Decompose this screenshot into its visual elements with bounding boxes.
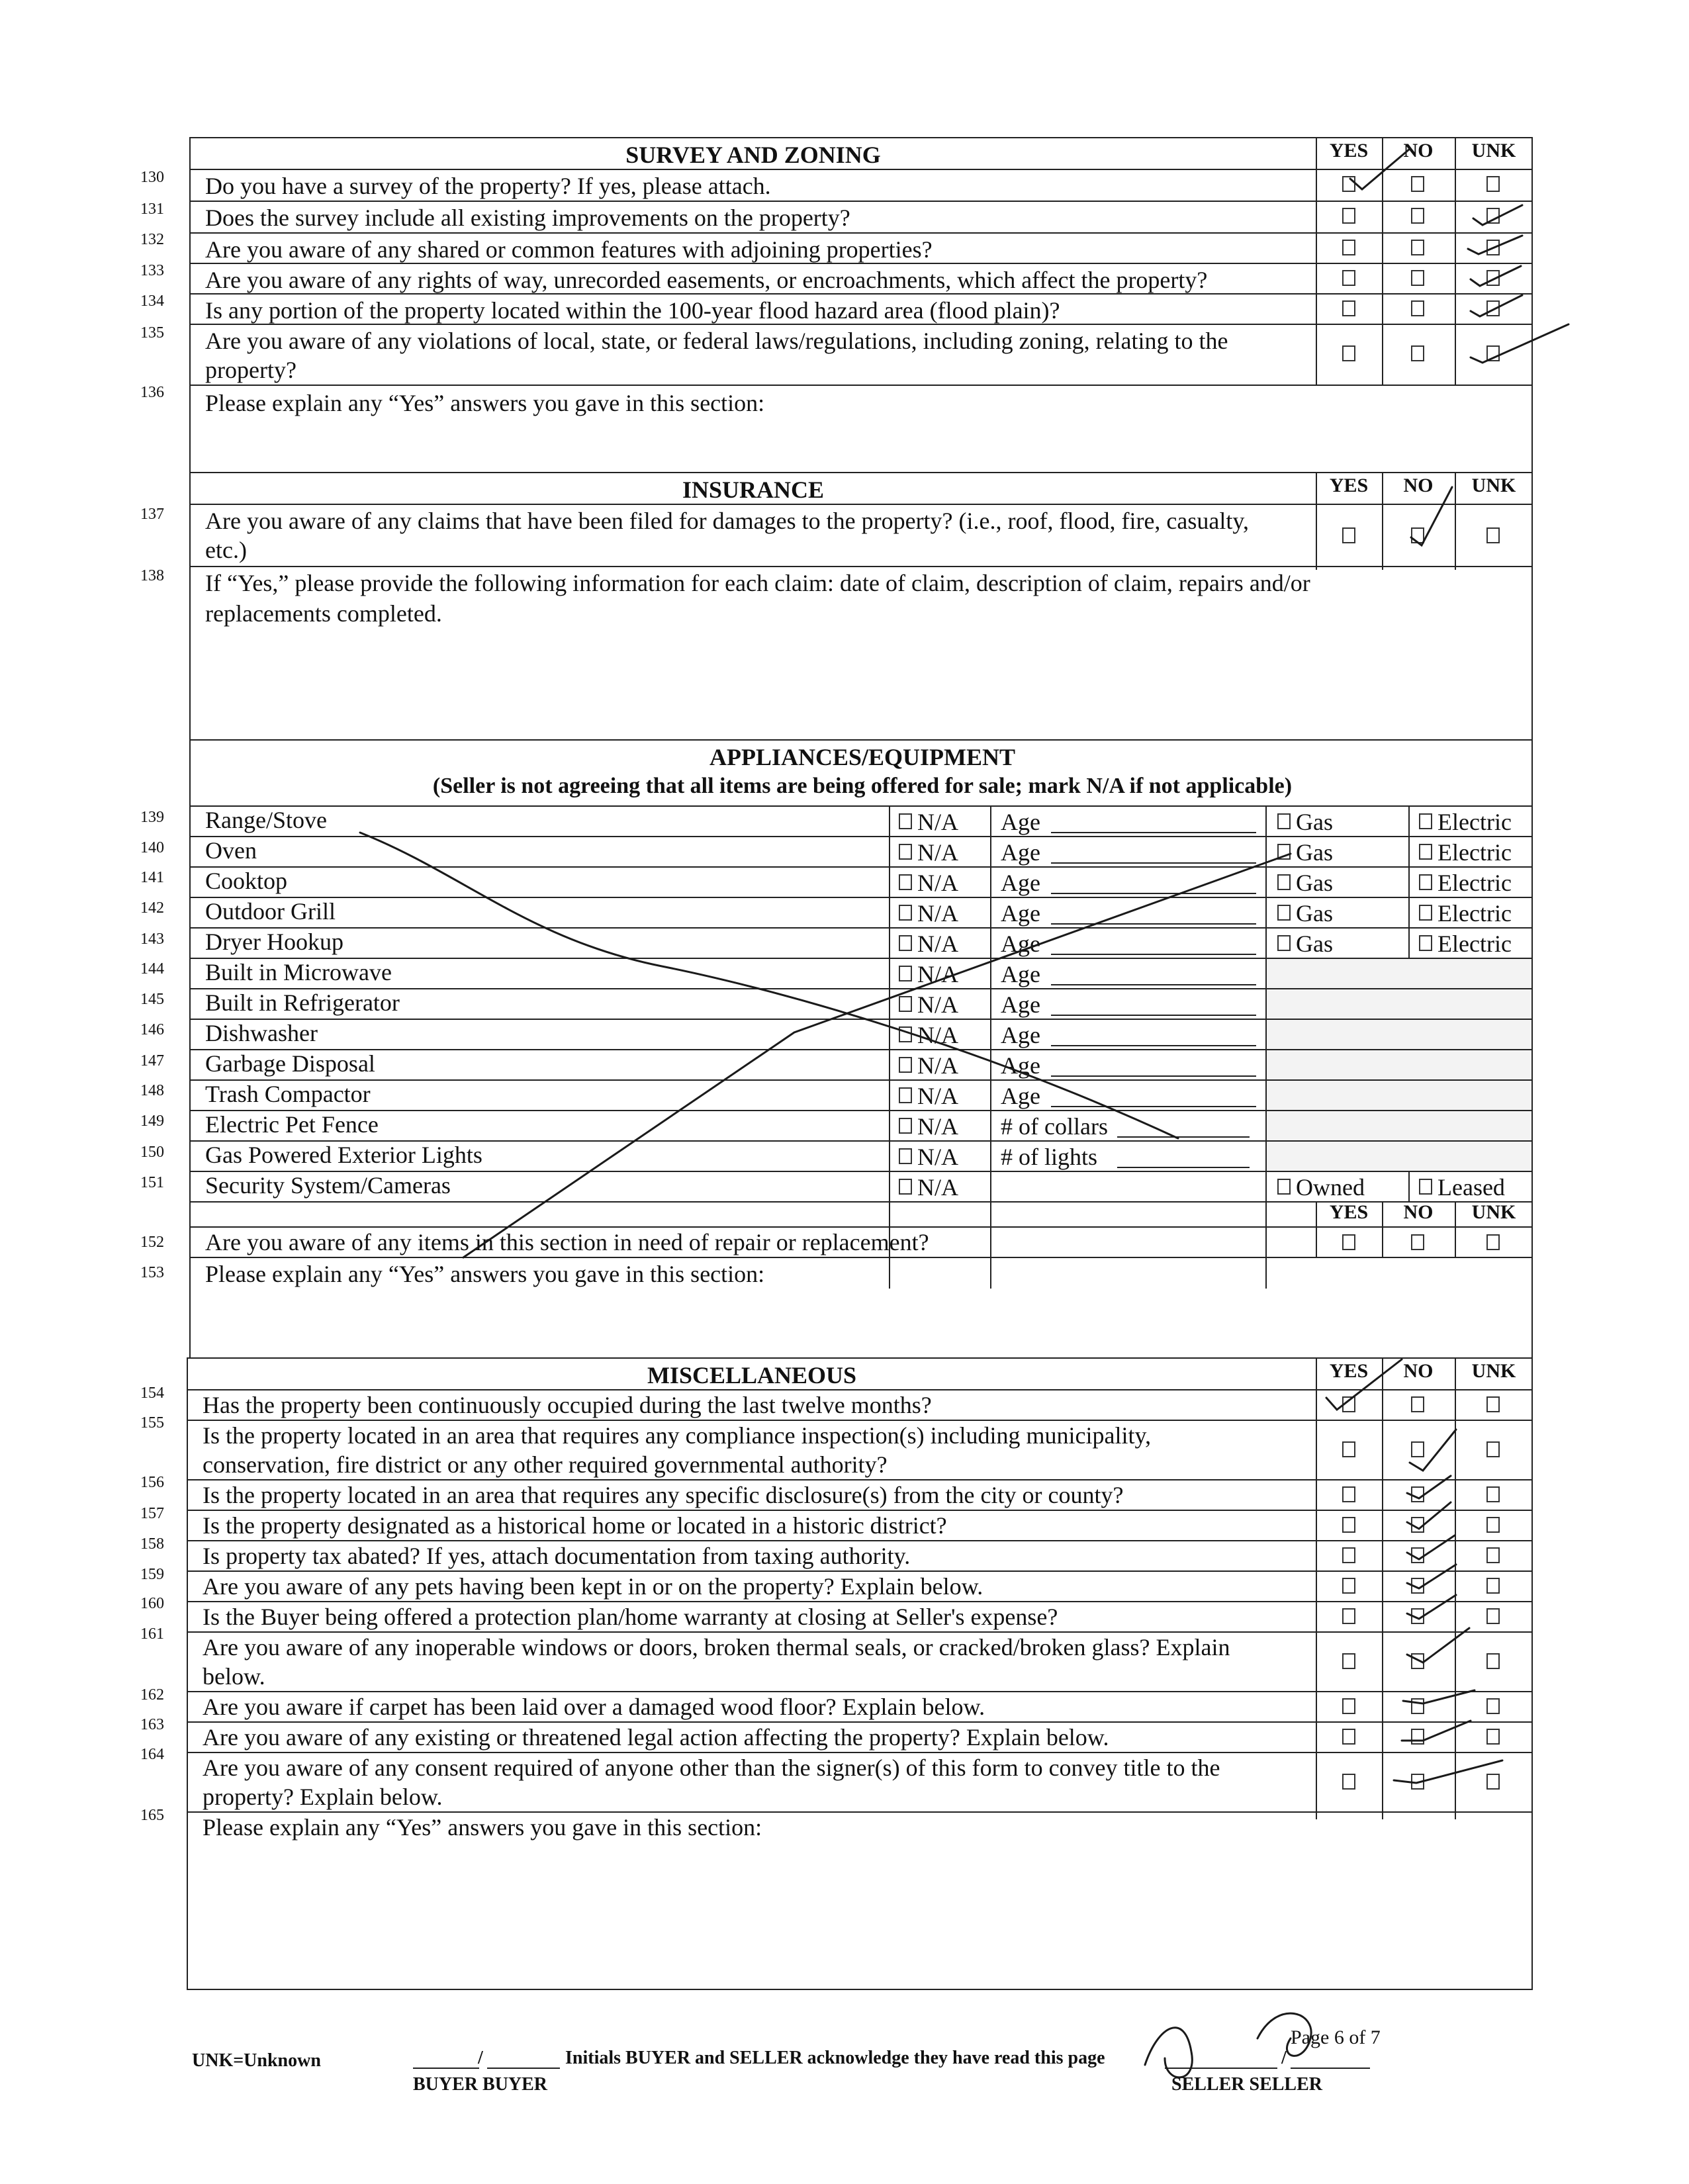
footer-unk: UNK=Unknown bbox=[192, 2050, 321, 2071]
appliance-na-label: N/A bbox=[917, 1113, 958, 1140]
appliance-item-11: Gas Powered Exterior Lights bbox=[205, 1142, 482, 1168]
appliance-age-label: Age bbox=[1001, 1083, 1040, 1109]
appliance-electric-label: Electric bbox=[1438, 839, 1512, 866]
line-number: 143 bbox=[140, 931, 164, 948]
appliance-gas-label: Gas bbox=[1296, 839, 1333, 866]
appliance-item-0: Range/Stove bbox=[205, 807, 327, 833]
appliance-item-8: Garbage Disposal bbox=[205, 1050, 375, 1077]
line-number: 135 bbox=[140, 324, 164, 341]
appliance-item-1: Oven bbox=[205, 837, 257, 864]
appliances-col-yes: YES bbox=[1329, 1201, 1369, 1223]
appliance-item-7: Dishwasher bbox=[205, 1020, 318, 1046]
insurance-col-unk: UNK bbox=[1471, 475, 1516, 496]
appliance-item-4: Dryer Hookup bbox=[205, 929, 343, 955]
misc-q164-line1: Are you aware of any consent required of anyone other than the signer(s) of this form to convey title to the bbox=[203, 1754, 1220, 1781]
misc-q160: Is the Buyer being offered a protection plan/home warranty at closing at Seller's expense? bbox=[203, 1604, 1058, 1630]
misc-q161-line1: Are you aware of any inoperable windows or doors, broken thermal seals, or cracked/broken glass? Explain bbox=[203, 1634, 1230, 1661]
appliance-gas-label: Gas bbox=[1296, 931, 1333, 957]
survey-q135-line2: property? bbox=[205, 357, 297, 383]
insurance-q138-line1: If “Yes,” please provide the following information for each claim: date of claim, description of claim, repairs and/or bbox=[205, 570, 1310, 596]
line-number: 158 bbox=[140, 1535, 164, 1553]
footer-page-number: Page 6 of 7 bbox=[1291, 2026, 1381, 2048]
line-number: 146 bbox=[140, 1021, 164, 1038]
appliance-age-label: Age bbox=[1001, 961, 1040, 987]
appliance-na-label: N/A bbox=[917, 1144, 958, 1170]
misc-q165: Please explain any “Yes” answers you gave in this section: bbox=[203, 1814, 762, 1841]
misc-q156: Is the property located in an area that requires any specific disclosure(s) from the city or county? bbox=[203, 1482, 1124, 1508]
misc-q159: Are you aware of any pets having been kept in or on the property? Explain below. bbox=[203, 1573, 983, 1600]
misc-q157: Is the property designated as a historical home or located in a historic district? bbox=[203, 1512, 947, 1539]
misc-col-no: NO bbox=[1403, 1360, 1434, 1382]
misc-col-yes: YES bbox=[1329, 1360, 1369, 1382]
misc-q155-line2: conservation, fire district or any other required governmental authority? bbox=[203, 1451, 888, 1478]
appliance-gas-label: Gas bbox=[1296, 900, 1333, 927]
misc-q162: Are you aware if carpet has been laid over a damaged wood floor? Explain below. bbox=[203, 1694, 985, 1720]
appliance-item-3: Outdoor Grill bbox=[205, 898, 336, 925]
misc-q163: Are you aware of any existing or threatened legal action affecting the property? Explain below. bbox=[203, 1724, 1109, 1751]
insurance-title: INSURANCE bbox=[682, 477, 825, 503]
line-number: 156 bbox=[140, 1474, 164, 1491]
appliance-age-label: Age bbox=[1001, 900, 1040, 927]
appliances-q152: Are you aware of any items in this section in need of repair or replacement? bbox=[205, 1229, 929, 1255]
survey-q132: Are you aware of any shared or common features with adjoining properties? bbox=[205, 236, 933, 263]
footer-initials-text: Initials BUYER and SELLER acknowledge they have read this page bbox=[565, 2048, 1105, 2068]
appliance-age-label: Age bbox=[1001, 1052, 1040, 1079]
misc-col-unk: UNK bbox=[1471, 1360, 1516, 1382]
appliance-na-label: N/A bbox=[917, 1022, 958, 1048]
line-number: 133 bbox=[140, 262, 164, 279]
line-number: 161 bbox=[140, 1625, 164, 1643]
survey-col-yes: YES bbox=[1329, 140, 1369, 161]
line-number: 163 bbox=[140, 1716, 164, 1733]
insurance-col-yes: YES bbox=[1329, 475, 1369, 496]
misc-q161-line2: below. bbox=[203, 1663, 265, 1690]
security-owned-label: Owned bbox=[1296, 1174, 1365, 1201]
line-number: 138 bbox=[140, 567, 164, 584]
line-number: 148 bbox=[140, 1082, 164, 1099]
appliance-item-5: Built in Microwave bbox=[205, 959, 392, 985]
footer-buyer-labels: BUYER BUYER bbox=[413, 2074, 548, 2095]
appliance-na-label: N/A bbox=[917, 839, 958, 866]
line-number: 165 bbox=[140, 1807, 164, 1824]
appliance-gas-label: Gas bbox=[1296, 870, 1333, 896]
misc-q158: Is property tax abated? If yes, attach documentation from taxing authority. bbox=[203, 1543, 911, 1569]
appliance-na-label: N/A bbox=[917, 991, 958, 1018]
appliance-item-2: Cooktop bbox=[205, 868, 288, 894]
line-number: 132 bbox=[140, 231, 164, 248]
survey-title: SURVEY AND ZONING bbox=[625, 142, 881, 168]
footer-slash1: / bbox=[478, 2048, 483, 2068]
appliance-item-9: Trash Compactor bbox=[205, 1081, 371, 1107]
footer-seller-labels: SELLER SELLER bbox=[1171, 2074, 1322, 2095]
appliances-title: APPLIANCES/EQUIPMENT bbox=[709, 744, 1016, 770]
line-number: 139 bbox=[140, 809, 164, 826]
line-number: 149 bbox=[140, 1113, 164, 1130]
security-leased-label: Leased bbox=[1438, 1174, 1505, 1201]
insurance-q138-line2: replacements completed. bbox=[205, 600, 442, 627]
line-number: 137 bbox=[140, 506, 164, 523]
appliances-q153: Please explain any “Yes” answers you gave in this section: bbox=[205, 1261, 765, 1287]
appliance-item-6: Built in Refrigerator bbox=[205, 989, 400, 1016]
appliance-electric-label: Electric bbox=[1438, 931, 1512, 957]
appliance-electric-label: Electric bbox=[1438, 809, 1512, 835]
line-number: 164 bbox=[140, 1746, 164, 1763]
line-number: 134 bbox=[140, 293, 164, 310]
footer-slash2: / bbox=[1281, 2048, 1287, 2068]
line-number: 152 bbox=[140, 1234, 164, 1251]
misc-title: MISCELLANEOUS bbox=[647, 1362, 857, 1388]
appliance-age-label: Age bbox=[1001, 839, 1040, 866]
appliance-na-label: N/A bbox=[917, 900, 958, 927]
line-number: 140 bbox=[140, 839, 164, 856]
survey-q135-line1: Are you aware of any violations of local, state, or federal laws/regulations, including zoning, relating to the bbox=[205, 328, 1228, 354]
appliance-na-label: N/A bbox=[917, 961, 958, 987]
line-number: 145 bbox=[140, 991, 164, 1008]
line-number: 141 bbox=[140, 869, 164, 886]
appliances-subtitle: (Seller is not agreeing that all items are being offered for sale; mark N/A if not applicable) bbox=[432, 774, 1293, 798]
misc-q154: Has the property been continuously occupied during the last twelve months? bbox=[203, 1392, 932, 1418]
appliance-item-10: Electric Pet Fence bbox=[205, 1111, 379, 1138]
line-number: 162 bbox=[140, 1686, 164, 1704]
insurance-q137-line2: etc.) bbox=[205, 537, 247, 563]
line-number: 157 bbox=[140, 1505, 164, 1522]
line-number: 160 bbox=[140, 1595, 164, 1612]
misc-q155-line1: Is the property located in an area that requires any compliance inspection(s) including municipality, bbox=[203, 1422, 1152, 1449]
appliance-item-12: Security System/Cameras bbox=[205, 1172, 451, 1199]
survey-q133: Are you aware of any rights of way, unrecorded easements, or encroachments, which affect the property? bbox=[205, 267, 1208, 293]
appliance-age-label: Age bbox=[1001, 931, 1040, 957]
survey-q136: Please explain any “Yes” answers you gave in this section: bbox=[205, 390, 765, 416]
appliance-na-label: N/A bbox=[917, 809, 958, 835]
line-number: 151 bbox=[140, 1174, 164, 1191]
line-number: 144 bbox=[140, 960, 164, 978]
survey-q130: Do you have a survey of the property? If yes, please attach. bbox=[205, 173, 771, 199]
appliance-age-label: Age bbox=[1001, 991, 1040, 1018]
appliances-col-no: NO bbox=[1403, 1201, 1434, 1223]
appliance-electric-label: Electric bbox=[1438, 900, 1512, 927]
line-number: 147 bbox=[140, 1052, 164, 1069]
appliance-electric-label: Electric bbox=[1438, 870, 1512, 896]
appliance-na-label: N/A bbox=[917, 1083, 958, 1109]
line-number: 153 bbox=[140, 1264, 164, 1281]
appliance-na-label: N/A bbox=[917, 870, 958, 896]
line-number: 154 bbox=[140, 1385, 164, 1402]
appliance-age-label: Age bbox=[1001, 1022, 1040, 1048]
survey-q134: Is any portion of the property located within the 100-year flood hazard area (flood plain)? bbox=[205, 297, 1060, 324]
line-number: 130 bbox=[140, 169, 164, 186]
appliance-age-label: Age bbox=[1001, 809, 1040, 835]
line-number: 159 bbox=[140, 1566, 164, 1583]
appliance-gas-label: Gas bbox=[1296, 809, 1333, 835]
survey-col-unk: UNK bbox=[1471, 140, 1516, 161]
survey-col-no: NO bbox=[1403, 140, 1434, 161]
appliances-col-unk: UNK bbox=[1471, 1201, 1516, 1223]
line-number: 155 bbox=[140, 1414, 164, 1432]
line-number: 136 bbox=[140, 384, 164, 401]
insurance-col-no: NO bbox=[1403, 475, 1434, 496]
line-number: 142 bbox=[140, 899, 164, 917]
survey-q131: Does the survey include all existing improvements on the property? bbox=[205, 205, 850, 231]
appliance-lights-label: # of lights bbox=[1001, 1144, 1098, 1170]
appliance-na-label: N/A bbox=[917, 1174, 958, 1201]
appliance-collars-label: # of collars bbox=[1001, 1113, 1108, 1140]
misc-q164-line2: property? Explain below. bbox=[203, 1784, 443, 1810]
appliance-age-label: Age bbox=[1001, 870, 1040, 896]
appliance-na-label: N/A bbox=[917, 1052, 958, 1079]
line-number: 131 bbox=[140, 201, 164, 218]
line-number: 150 bbox=[140, 1144, 164, 1161]
appliance-na-label: N/A bbox=[917, 931, 958, 957]
insurance-q137-line1: Are you aware of any claims that have been filed for damages to the property? (i.e., roof, flood, fire, casualty, bbox=[205, 508, 1250, 534]
